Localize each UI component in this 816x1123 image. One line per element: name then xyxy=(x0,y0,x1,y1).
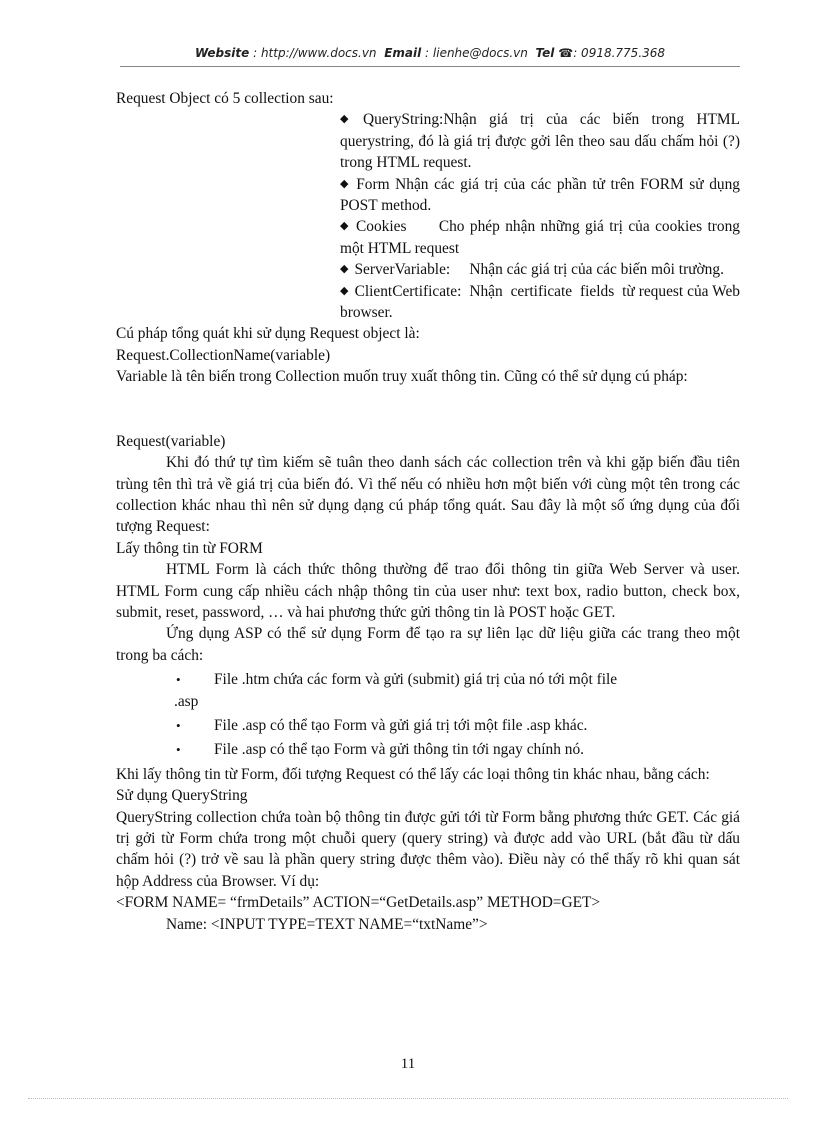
diamond-bullet-icon: ◆ xyxy=(340,113,357,126)
list-item: • File .htm chứa các form và gửi (submit) giá trị của nó tới một file .asp xyxy=(174,671,618,710)
short-syntax-line: Request(variable) xyxy=(116,432,226,450)
list-item: ◆ ServerVariable: Nhận các giá trị của các biến môi trường. xyxy=(340,261,724,279)
header-divider xyxy=(120,66,740,67)
website-label: Website xyxy=(194,46,250,60)
section-heading-querystring: Sử dụng QueryString xyxy=(116,787,248,805)
list-item: • File .asp có thể tạo Form và gửi thông tin tới ngay chính nó. xyxy=(176,739,740,760)
page-number: 11 xyxy=(400,1056,416,1072)
footer-divider xyxy=(28,1098,788,1099)
tel-value: : 0918.775.368 xyxy=(573,46,666,60)
syntax-line: Request.CollectionName(variable) xyxy=(116,346,331,364)
list-item: ◆ QueryString:Nhận giá trị của các biến trong HTML querystring, đó là giá trị được gởi lên theo sau dấu chấm hỏi (?) trong HTML request. xyxy=(340,111,740,172)
email-label: Email xyxy=(384,46,422,60)
code-form-line: <FORM NAME= “frmDetails” ACTION=“GetDetails.asp” METHOD=GET> xyxy=(116,894,601,912)
querystring-description: QueryString collection chứa toàn bộ thông tin được gửi tới từ Form bằng phương thức GET. Các giá trị gởi từ Form chứa trong một chuỗi query (query string) và được add vào URL (bắt đầu từ dấu chấm hỏi (?) trở về sau là phần query string được thêm vào). Điều này có thể thấy rõ khi quan sát hộp Address của Browser. Ví dụ: xyxy=(116,808,740,890)
code-input-line: Name: <INPUT TYPE=TEXT NAME=“txtName”> xyxy=(166,915,488,933)
form-description: HTML Form là cách thức thông thường để trao đổi thông tin giữa Web Server và user. HTML Form cung cấp nhiều cách nhập thông tin của user như: text box, radio button, check box, submit, reset, password, … và hai phương thức gửi thông tin là POST hoặc GET. xyxy=(116,561,740,621)
list-item: ◆ ClientCertificate: Nhận certificate fields từ request của Web browser. xyxy=(340,282,744,322)
phone-icon: ☎ xyxy=(558,46,574,60)
syntax-intro: Cú pháp tổng quát khi sử dụng Request object là: xyxy=(116,325,420,343)
page-content xyxy=(116,88,744,935)
diamond-bullet-icon: ◆ xyxy=(340,220,351,233)
bullet-icon: • xyxy=(176,717,181,733)
diamond-bullet-icon: ◆ xyxy=(340,284,349,297)
ways-list xyxy=(176,669,740,761)
list-item: ◆ Form Nhận các giá trị của các phần tử trên FORM sử dụng POST method. xyxy=(340,175,740,215)
variable-description: Variable là tên biến trong Collection muốn truy xuất thông tin. Cũng có thể sử dụng cú pháp: xyxy=(116,368,688,386)
list-item: ◆ Cookies Cho phép nhận những giá trị của cookies trong một HTML request xyxy=(340,218,744,257)
collections-list xyxy=(340,109,744,323)
page-header xyxy=(120,46,740,60)
website-value: : http://www.docs.vn xyxy=(253,46,377,60)
section-heading-form: Lấy thông tin từ FORM xyxy=(116,539,263,557)
spacer xyxy=(116,388,740,431)
bullet-icon: • xyxy=(176,742,181,758)
intro-line: Request Object có 5 collection sau: xyxy=(116,90,334,107)
request-info-paragraph: Khi lấy thông tin từ Form, đối tượng Request có thể lấy các loại thông tin khác nhau, bằng cách: xyxy=(116,765,710,783)
bullet-icon: • xyxy=(176,672,181,688)
list-item: • File .asp có thể tạo Form và gửi giá trị tới một file .asp khác. xyxy=(176,715,740,736)
email-value: : lienhe@docs.vn xyxy=(425,46,528,60)
asp-description: Ứng dụng ASP có thể sử dụng Form để tạo ra sự liên lạc dữ liệu giữa các trang theo một trong ba cách: xyxy=(116,625,740,664)
diamond-bullet-icon: ◆ xyxy=(340,263,349,276)
search-order-paragraph: Khi đó thứ tự tìm kiếm sẽ tuân theo danh sách các collection trên và khi gặp biến đầu tiên trùng tên thì trả về giá trị của biến đó. Vì thế nếu có nhiều hơn một biến với cùng một tên trong các collection khác nhau thì nên sử dụng dạng cú pháp tổng quát. Sau đây là một số ứng dụng của đối tượng Request: xyxy=(116,454,740,536)
tel-label: Tel xyxy=(535,46,555,60)
diamond-bullet-icon: ◆ xyxy=(340,177,351,190)
